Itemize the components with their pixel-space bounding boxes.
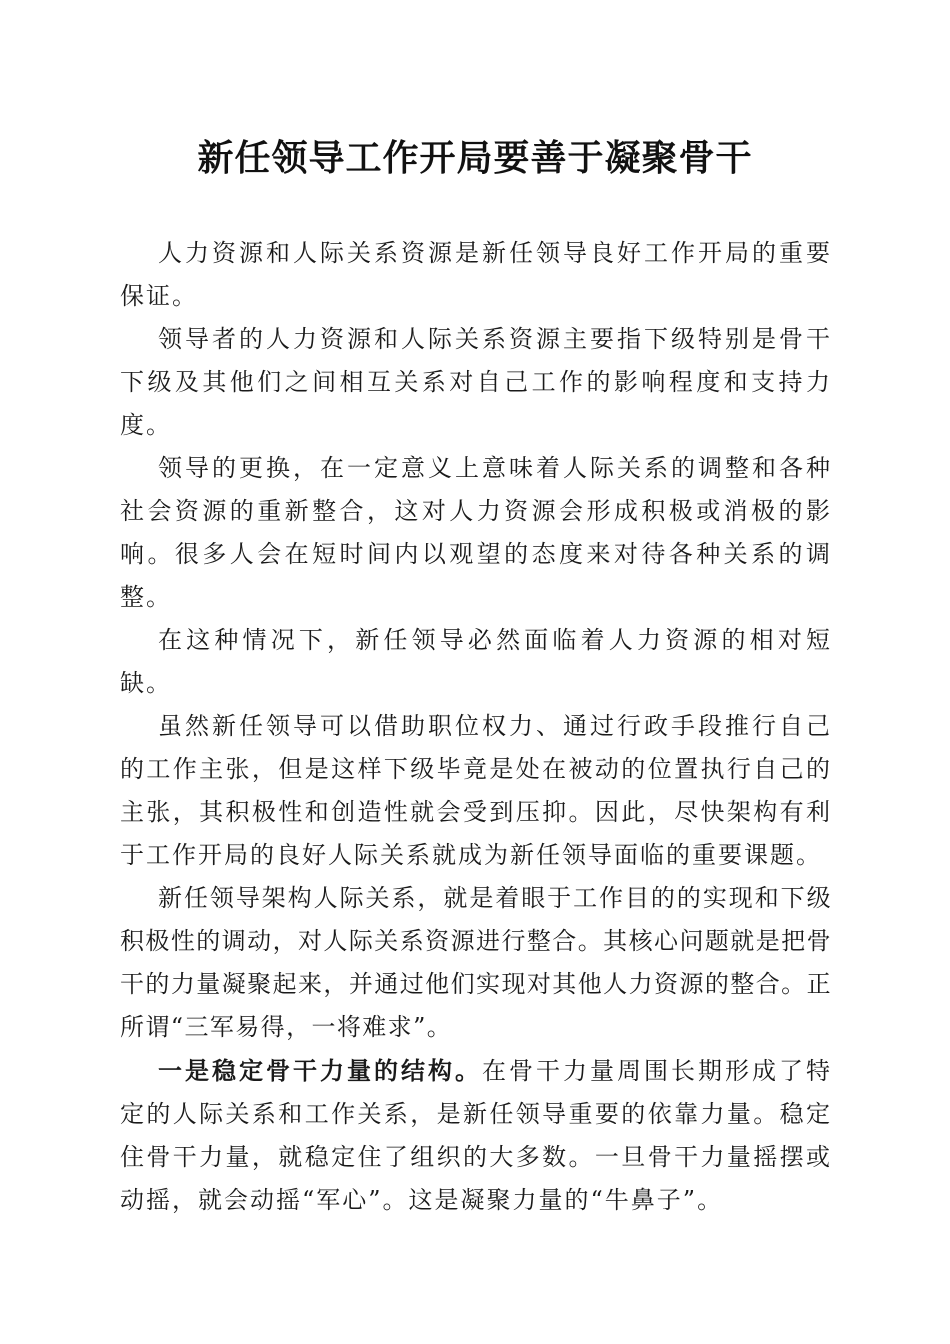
paragraph-5: 虽然新任领导可以借助职位权力、通过行政手段推行自己的工作主张，但是这样下级毕竟是处在被动的位置执行自己的主张，其积极性和创造性就会受到压抑。因此，尽快架构有利于工作开局的良好人际关系就成为新任领导面临的重要课题。 <box>120 712 832 869</box>
paragraph-3: 领导的更换，在一定意义上意味着人际关系的调整和各种社会资源的重新整合，这对人力资源会形成积极或消极的影响。很多人会在短时间内以观望的态度来对待各种关系的调整。 <box>120 454 832 611</box>
paragraph-1: 人力资源和人际关系资源是新任领导良好工作开局的重要保证。 <box>120 239 832 310</box>
document-title: 新任领导工作开局要善于凝聚骨干 <box>197 137 753 179</box>
paragraph-point-1 <box>120 1049 832 1222</box>
paragraph-6: 新任领导架构人际关系，就是着眼于工作目的的实现和下级积极性的调动，对人际关系资源进行整合。其核心问题就是把骨干的力量凝聚起来，并通过他们实现对其他人力资源的整合。正所谓“三军易得，一将难求”。 <box>120 884 832 1041</box>
document-body <box>120 232 832 1222</box>
point-1-text: 在骨干力量周围长期形成了特定的人际关系和工作关系，是新任领导重要的依靠力量。稳定住骨干力量，就稳定住了组织的大多数。一旦骨干力量摇摆或动摇，就会动摇“军心”。这是凝聚力量的“牛鼻子”。 <box>120 1057 832 1214</box>
point-1-lead: 一是稳定骨干力量的结构。 <box>158 1056 482 1085</box>
paragraph-4: 在这种情况下，新任领导必然面临着人力资源的相对短缺。 <box>120 626 832 697</box>
paragraph-2: 领导者的人力资源和人际关系资源主要指下级特别是骨干下级及其他们之间相互关系对自己工作的影响程度和支持力度。 <box>120 325 832 439</box>
